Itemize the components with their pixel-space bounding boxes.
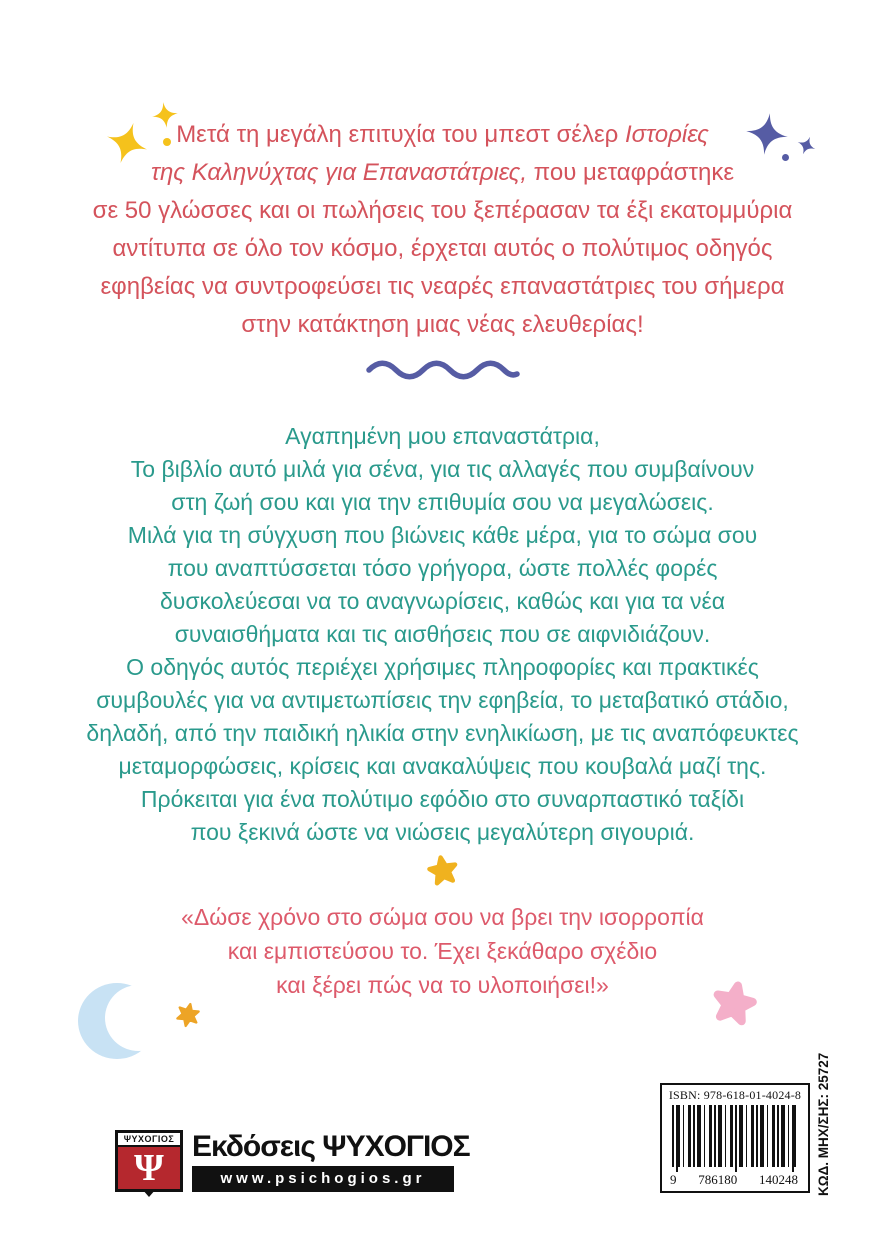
letter-line: Πρόκειται για ένα πολύτιμο εφόδιο στο συναρπαστικό ταξίδι (140, 786, 745, 812)
logo-book-tip (142, 1189, 156, 1197)
quote-line: και εμπιστεύσου το. Έχει ξεκάθαρο σχέδιο (227, 938, 658, 964)
barcode-digits (667, 1172, 803, 1188)
letter-line: που αναπτύσσεται τόσο γρήγορα, ώστε πολλές φορές (167, 555, 718, 581)
publisher-logo (115, 1130, 470, 1192)
publisher-name: Εκδόσεις ΨΥΧΟΓΙΟΣ (192, 1130, 470, 1163)
letter-line: συναισθήματα και τις αισθήσεις που σε αιφνιδιάζουν. (174, 621, 711, 647)
letter-line: Ο οδηγός αυτός περιέχει χρήσιμες πληροφορίες και πρακτικές (126, 654, 759, 680)
quote-line: «Δώσε χρόνο στο σώμα σου να βρει την ισορροπία (181, 904, 704, 930)
barcode-digit-group: 9 (667, 1172, 680, 1188)
letter-line: συμβουλές για να αντιμετωπίσεις την εφηβεία, το μεταβατικό στάδιο, (96, 687, 789, 713)
barcode-digit-group: 140248 (756, 1172, 801, 1188)
intro-line: Μετά τη μεγάλη επιτυχία του μπεστ σέλερ Ιστορίες (176, 121, 709, 148)
letter-line: που ξεκινά ώστε να νιώσεις μεγαλύτερη σιγουριά. (190, 819, 695, 845)
publisher-website: www.psichogios.gr (192, 1166, 454, 1192)
intro-line: στην κατάκτηση μιας νέας ελευθερίας! (241, 311, 644, 338)
six-point-star-icon (173, 1000, 204, 1031)
chubby-star-icon (706, 976, 763, 1033)
quote-line: και ξέρει πώς να το υλοποιήσει!» (276, 972, 609, 998)
machine-code: ΚΩΔ. ΜΗΧ/ΣΗΣ: 25727 (816, 1052, 831, 1196)
logo-wordmark: ΨΥΧΟΓΙΟΣ (118, 1133, 180, 1147)
intro-line: αντίτυπα σε όλο τον κόσμο, έρχεται αυτός ο πολύτιμος οδηγός (112, 235, 773, 262)
letter-line: δυσκολεύεσαι να το αναγνωρίσεις, καθώς και για τα νέα (159, 588, 726, 614)
intro-line: σε 50 γλώσσες και οι πωλήσεις του ξεπέρασαν τα έξι εκατομμύρια (92, 197, 793, 224)
crescent-moon-icon (78, 983, 158, 1059)
letter-line: στη ζωή σου και για την επιθυμία σου να μεγαλώσεις. (171, 489, 714, 515)
guard-bar (792, 1105, 794, 1177)
letter-line: Το βιβλίο αυτό μιλά για σένα, για τις αλλαγές που συμβαίνουν (130, 456, 755, 482)
psichogios-logo-icon (115, 1130, 183, 1192)
intro-line: της Καληνύχτας για Επαναστάτριες, που μεταφράστηκε (150, 159, 735, 186)
letter-line: μεταμορφώσεις, κρίσεις και ανακαλύψεις που κουβαλά μαζί της. (118, 753, 767, 779)
star-icon (423, 851, 462, 890)
intro-paragraph (0, 116, 885, 344)
guard-bar (676, 1105, 678, 1177)
barcode-digit-group: 786180 (695, 1172, 740, 1188)
isbn-label: ISBN: 978-618-01-4024-8 (668, 1088, 802, 1102)
intro-line: εφηβείας να συντροφεύσει τις νεαρές επαναστάτριες του σήμερα (100, 273, 785, 300)
letter-text (0, 420, 885, 849)
barcode-bars (667, 1105, 803, 1188)
letter-line: δηλαδή, από την παιδική ηλικία στην ενηλικίωση, με τις αναπόφευκτες (86, 720, 799, 746)
guard-bar (735, 1105, 737, 1177)
barcode (660, 1083, 810, 1193)
wavy-divider (363, 357, 523, 381)
letter-line: Αγαπημένη μου επαναστάτρια, (285, 423, 600, 449)
letter-line: Μιλά για τη σύγχυση που βιώνεις κάθε μέρα, για το σώμα σου (127, 522, 758, 548)
psi-glyph: Ψ (118, 1147, 180, 1189)
